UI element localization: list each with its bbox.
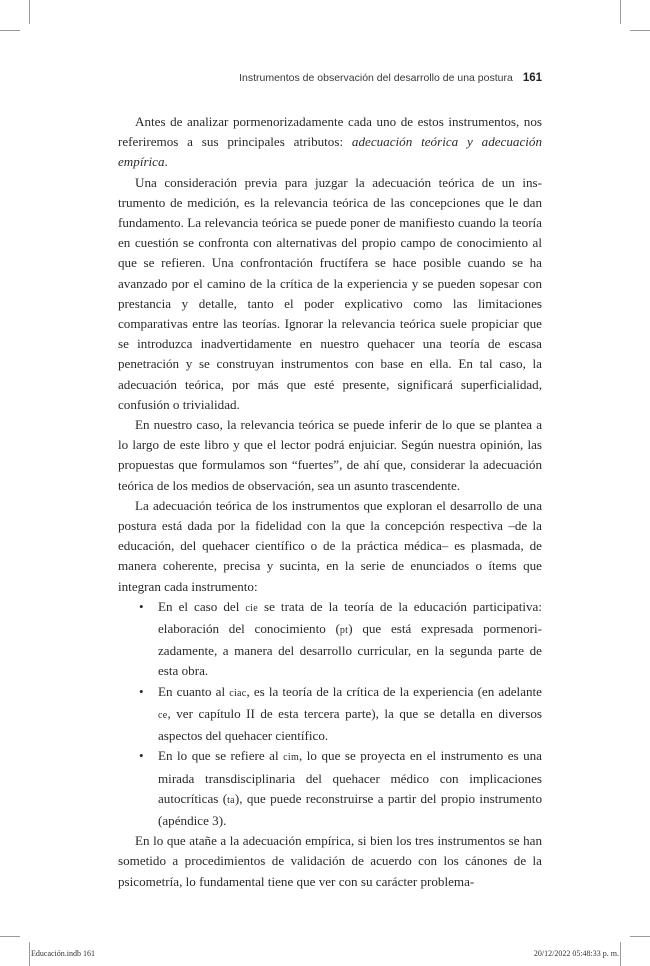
paragraph: La adecuación teórica de los instrumentos que exploran el desarrollo de una postura está dada por la fidelidad con la que la concepción respectiva –de la educación, del quehacer científico o de la práctica médica– es plasmada, de manera coherente, precisa y sucinta, en la serie de enunciados o ítems que integran cada instrumento: bbox=[118, 497, 542, 594]
slug-file-label: Educación.indb 161 bbox=[31, 949, 95, 958]
list-item-text: En lo que se refiere al bbox=[158, 748, 284, 764]
running-head bbox=[118, 72, 542, 84]
paragraph: En nuestro caso, la relevancia teórica se puede inferir de lo que se plantea a lo largo de este libro y que el lector podrá enjuiciar. Según nuestra opinión, las propuestas que formulamos son “fuertes”, de ahí que, considerar la adecuación teórica de los medios de observación, sea un asunto trascendente. bbox=[118, 417, 542, 493]
paragraph bbox=[118, 112, 542, 173]
crop-mark bbox=[29, 0, 30, 24]
crop-mark bbox=[620, 942, 621, 966]
paragraph: En lo que atañe a la adecuación empírica, si bien los tres instrumentos se han sometido a procedimientos de validación de acuerdo con los cánones de la psicometría, lo fundamental tiene que ver con su carácter problema- bbox=[118, 833, 542, 889]
bullet-icon: • bbox=[139, 683, 144, 699]
crop-mark bbox=[0, 936, 20, 937]
list-item-text: , lo que se proyecta en el instrumento es una mirada transdisciplinaria del quehacer médico con implicaciones autocríticas ( bbox=[158, 748, 542, 806]
list-item bbox=[118, 597, 542, 682]
crop-mark bbox=[0, 30, 20, 31]
acronym: pt bbox=[339, 625, 349, 637]
acronym: cim bbox=[283, 752, 300, 764]
crop-mark bbox=[630, 936, 650, 937]
bullet-icon: • bbox=[139, 598, 144, 614]
bullet-icon: • bbox=[139, 748, 144, 764]
page-number: 161 bbox=[522, 72, 542, 84]
paragraph-text: . bbox=[164, 154, 168, 170]
slug-timestamp: 20/12/2022 05:48:33 p. m. bbox=[533, 949, 619, 958]
list-item-text: , ver capítulo II de esta tercera parte), la que se detalla en diversos aspectos del quehacer científico. bbox=[158, 705, 542, 744]
crop-mark bbox=[29, 942, 30, 966]
list-item-text: ) que está expresada pormenorizadamente, a manera del desarrollo curricular, en la segunda parte de esta obra. bbox=[158, 621, 543, 679]
acronym: ciac bbox=[229, 687, 247, 699]
acronym: ce bbox=[158, 709, 168, 721]
list-item-text: En el caso del bbox=[158, 598, 246, 614]
acronym: cie bbox=[245, 602, 258, 614]
paragraph-text: Antes de analizar pormenorizadamente cada uno de estos instrumentos, nos referiremos a sus principales atributos: bbox=[118, 114, 542, 150]
list-item-text: ), que puede reconstruirse a partir del propio instrumento (apéndice 3). bbox=[158, 790, 542, 828]
bullet-list bbox=[118, 597, 542, 831]
emphasis-text: adecuación teórica y adecuación empírica bbox=[118, 134, 542, 170]
crop-mark bbox=[620, 0, 621, 24]
list-item-text: , es la teoría de la crítica de la experiencia (en adelante bbox=[246, 683, 542, 699]
list-item bbox=[118, 746, 542, 831]
acronym: ta bbox=[227, 794, 235, 806]
list-item bbox=[118, 682, 542, 747]
list-item-text: En cuanto al bbox=[158, 683, 230, 699]
body-text bbox=[118, 112, 542, 892]
paragraph: Una consideración previa para juzgar la adecuación teórica de un instrumento de medición, es la relevancia teórica de las concepciones que le dan fundamento. La relevancia teórica se puede poner de manifiesto cuando la teoría en cuestión se confronta con alternativas del propio campo de conocimiento al que se refieren. Una confrontación fructífera se hace posible cuando se ha avanzado por el camino de la crítica de la experiencia y se pueden sopesar con prestancia y detalle, tanto el poder explicativo como las limitaciones comparativas entre las teorías. Ignorar la relevancia teórica suele propiciar que se introduzca inadvertidamente en nuestro quehacer una teoría de escasa penetración y se construyan instrumentos con base en ella. En tal caso, la adecuación teórica, por más que esté presente, significará superficialidad, confusión o trivialidad. bbox=[118, 174, 542, 412]
list-item-text: se trata de la teoría de la educación participativa: elaboración del conocimiento ( bbox=[158, 598, 542, 637]
running-title: Instrumentos de observación del desarrollo de una postura bbox=[239, 72, 513, 84]
crop-mark bbox=[630, 30, 650, 31]
